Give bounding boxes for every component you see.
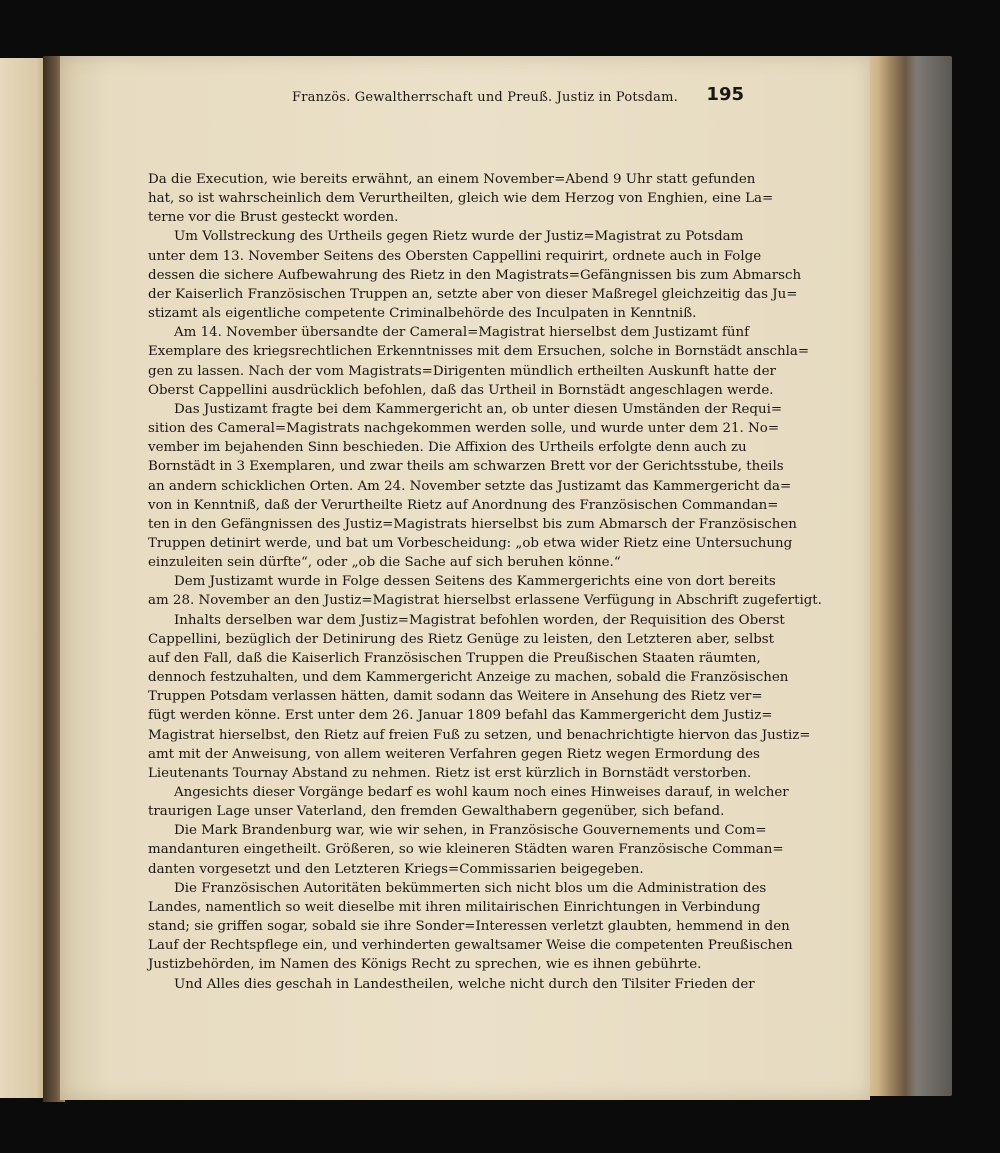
text-line: fügt werden könne. Erst unter dem 26. Januar 1809 befahl das Kammergericht dem Justiz= (148, 708, 773, 724)
text-line: Da die Execution, wie bereits erwähnt, an einem November=Abend 9 Uhr statt gefunden (148, 172, 756, 187)
text-line: Lieutenants Tournay Abstand zu nehmen. Rietz ist erst kürzlich in Bornstädt verstorben. (148, 765, 752, 781)
text-line: Inhalts derselben war dem Justiz=Magistrat befohlen worden, der Requisition des Oberst (174, 612, 785, 628)
text-line: danten vorgesetzt und den Letzteren Kriegs=Commissarien beigegeben. (148, 861, 644, 877)
text-line: an andern schicklichen Orten. Am 24. November setzte das Justizamt das Kammergericht da= (148, 478, 792, 494)
text-line: Truppen Potsdam verlassen hätten, damit sodann das Weitere in Ansehung des Rietz ver= (148, 689, 763, 705)
text-line: von in Kenntniß, daß der Verurtheilte Rietz auf Anordnung des Französischen Commandan= (148, 497, 779, 513)
text-line: Lauf der Rechtspflege ein, und verhinderten gewaltsamer Weise die competenten Preußischen (148, 938, 793, 954)
text-line: vember im bejahenden Sinn beschieden. Die Affixion des Urtheils erfolgte denn auch zu (148, 440, 747, 456)
text-line: Oberst Cappellini ausdrücklich befohlen, daß das Urtheil in Bornstädt angeschlagen werde. (148, 382, 774, 398)
text-line: Dem Justizamt wurde in Folge dessen Seitens des Kammergerichts eine von dort bereits (174, 574, 776, 590)
page-stack-edges (862, 56, 952, 1096)
text-line: Magistrat hierselbst, den Rietz auf freien Fuß zu setzen, und benachrichtigte hiervon das Justiz= (148, 727, 811, 743)
text-line: hat, so ist wahrscheinlich dem Verurtheilten, gleich wie dem Herzog von Enghien, eine La= (148, 191, 774, 207)
page-header (60, 84, 744, 108)
text-line: Justizbehörden, im Namen des Königs Recht zu sprechen, wie es ihnen gebührte. (148, 957, 702, 973)
text-line: stand; sie griffen sogar, sobald sie ihre Sonder=Interessen verletzt glaubten, hemmend in den (148, 919, 790, 935)
text-line: Exemplare des kriegsrechtlichen Erkenntnisses mit dem Ersuchen, solche in Bornstädt anschla= (148, 344, 810, 360)
text-line: gen zu lassen. Nach der vom Magistrats=Dirigenten mündlich ertheilten Auskunft hatte der (148, 363, 776, 379)
text-line: am 28. November an den Justiz=Magistrat hierselbst erlassene Verfügung in Abschrift zugefertigt. (148, 593, 822, 609)
text-line: Das Justizamt fragte bei dem Kammergericht an, ob unter diesen Umständen der Requi= (174, 401, 783, 417)
text-line: traurigen Lage unser Vaterland, den fremden Gewalthabern gegenüber, sich befand. (148, 804, 725, 820)
body-text (148, 170, 822, 994)
text-line: dennoch festzuhalten, und dem Kammergericht Anzeige zu machen, sobald die Französischen (148, 670, 789, 686)
text-line: einzuleiten sein dürfte“, oder „ob die Sache auf sich beruhen könne.“ (148, 555, 621, 571)
page-number: 195 (706, 84, 744, 105)
text-line: unter dem 13. November Seitens des Obersten Cappellini requirirt, ordnete auch in Folge (148, 248, 762, 264)
text-line: Truppen detinirt werde, und bat um Vorbescheidung: „ob etwa wider Rietz eine Untersuchung (148, 535, 793, 551)
text-line: terne vor die Brust gesteckt worden. (148, 210, 399, 226)
running-title: Französ. Gewaltherrschaft und Preuß. Justiz in Potsdam. (292, 90, 678, 105)
text-line: amt mit der Anweisung, von allem weiteren Verfahren gegen Rietz wegen Ermordung des (148, 746, 760, 762)
text-line: Am 14. November übersandte der Cameral=Magistrat hierselbst dem Justizamt fünf (174, 325, 750, 341)
text-line: sition des Cameral=Magistrats nachgekommen werden solle, und wurde unter dem 21. No= (148, 421, 780, 437)
text-line: auf den Fall, daß die Kaiserlich Französischen Truppen die Preußischen Staaten räumten, (148, 650, 761, 666)
text-line: Cappellini, bezüglich der Detinirung des Rietz Genüge zu leisten, den Letzteren aber, selbst (148, 631, 775, 647)
text-line: Um Vollstreckung des Urtheils gegen Rietz wurde der Justiz=Magistrat zu Potsdam (174, 229, 744, 245)
text-line: Die Mark Brandenburg war, wie wir sehen, in Französische Gouvernements und Com= (174, 823, 767, 839)
text-line: Die Französischen Autoritäten bekümmerten sich nicht blos um die Administration des (174, 880, 767, 896)
text-line: Und Alles dies geschah in Landestheilen, welche nicht durch den Tilsiter Frieden der (174, 976, 755, 992)
text-line: Angesichts dieser Vorgänge bedarf es wohl kaum noch eines Hinweises darauf, in welcher (174, 785, 789, 800)
text-line: stizamt als eigentliche competente Criminalbehörde des Inculpaten in Kenntniß. (148, 306, 697, 322)
text-line: mandanturen eingetheilt. Größeren, so wie kleineren Städten waren Französische Comman= (148, 842, 784, 858)
text-line: ten in den Gefängnissen des Justiz=Magistrats hierselbst bis zum Abmarsch der Französischen (148, 516, 797, 532)
text-line: Landes, namentlich so weit dieselbe mit ihren militairischen Einrichtungen in Verbindung (148, 899, 761, 915)
text-line: der Kaiserlich Französischen Truppen an, setzte aber von dieser Maßregel gleichzeitig das Ju= (148, 286, 798, 302)
text-line: dessen die sichere Aufbewahrung des Rietz in den Magistrats=Gefängnissen bis zum Abmarsch (148, 267, 802, 283)
text-line: Bornstädt in 3 Exemplaren, und zwar theils am schwarzen Brett vor der Gerichtsstube, theils (148, 459, 784, 475)
